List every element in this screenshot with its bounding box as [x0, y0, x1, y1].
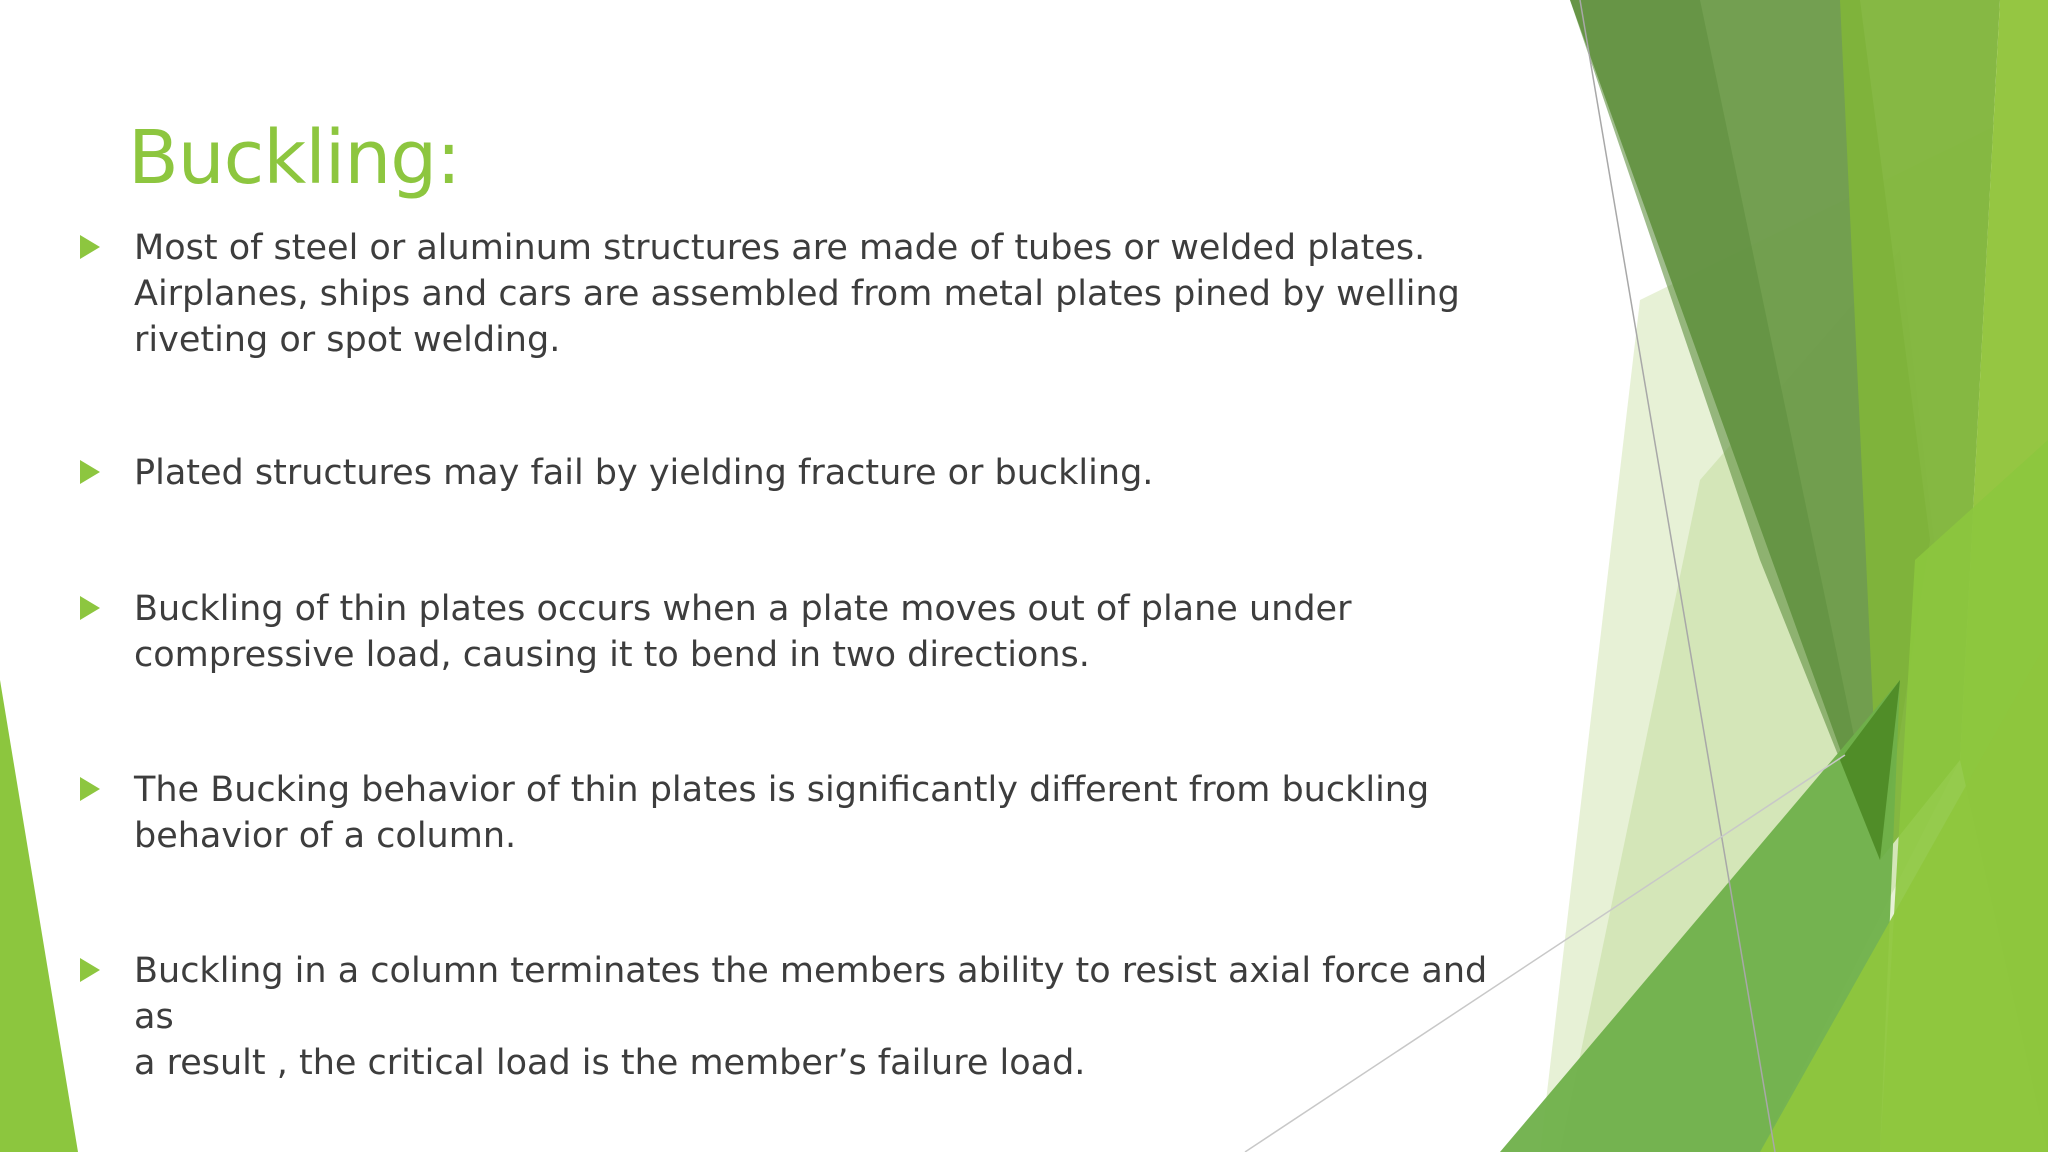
bullet-text-line: riveting or spot welding.	[134, 320, 561, 360]
bullet-text-line: Most of steel or aluminum structures are made of tubes or welded plates.	[134, 228, 1426, 268]
bullet-text-line: Plated structures may fail by yielding fracture or buckling.	[134, 453, 1154, 493]
bullet-item	[76, 225, 1536, 363]
bullet-text-line: Buckling of thin plates occurs when a plate moves out of plane under	[134, 589, 1352, 629]
bullet-text-line: Airplanes, ships and cars are assembled from metal plates pined by welling	[134, 274, 1460, 314]
triangle-right-icon	[80, 235, 100, 259]
bullet-item	[76, 948, 1536, 1086]
bullet-item	[76, 767, 1536, 859]
bullet-text-line: The Bucking behavior of thin plates is significantly different from buckling	[134, 770, 1430, 810]
bullet-text-line: compressive load, causing it to bend in two directions.	[134, 635, 1090, 675]
bullet-text-line: a result , the critical load is the member’s failure load.	[134, 1043, 1086, 1083]
bullet-text-line: behavior of a column.	[134, 816, 517, 856]
triangle-right-icon	[80, 777, 100, 801]
slide-title: Buckling:	[128, 115, 461, 201]
bullet-item	[76, 586, 1536, 678]
triangle-right-icon	[80, 596, 100, 620]
bullet-text-line: Buckling in a column terminates the members ability to resist axial force and as	[134, 951, 1488, 1037]
bullet-item	[76, 450, 1536, 496]
triangle-right-icon	[80, 460, 100, 484]
triangle-right-icon	[80, 958, 100, 982]
